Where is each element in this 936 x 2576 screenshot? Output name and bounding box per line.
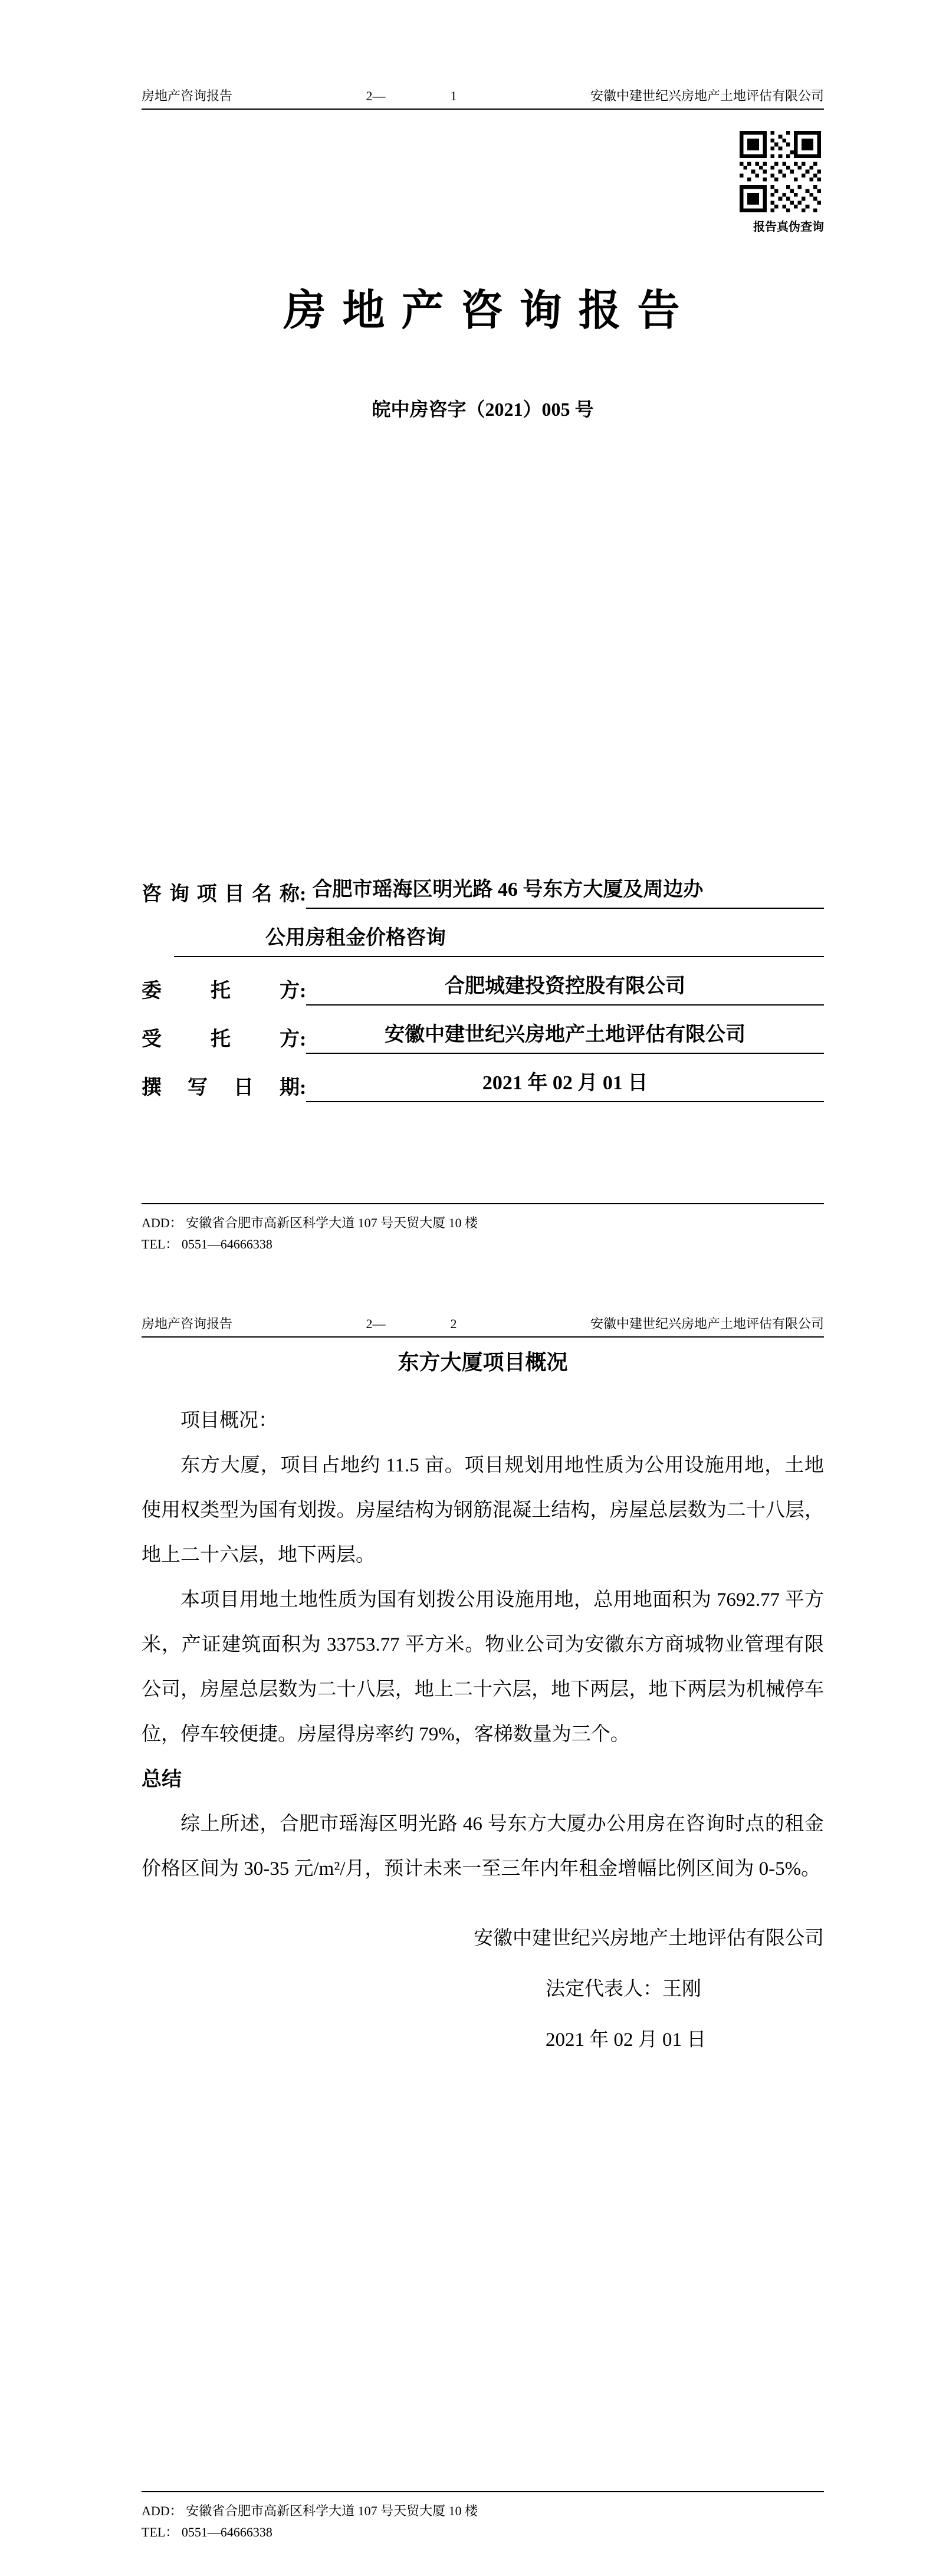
client-value: 合肥城建投资控股有限公司 xyxy=(306,972,824,1006)
footer-address: ADD： 安徽省合肥市高新区科学大道 107 号天贸大厦 10 楼 xyxy=(142,1215,478,1230)
header-page-prefix: 2— xyxy=(366,88,386,103)
project-name-label: 咨询项目名称: xyxy=(142,883,307,906)
date-value: 2021 年 02 月 01 日 xyxy=(306,1069,824,1102)
header-doc-title: 房地产咨询报告 xyxy=(142,1316,233,1331)
page-header xyxy=(142,88,824,110)
project-name-value: 合肥市瑶海区明光路 46 号东方大厦及周边办 xyxy=(306,876,824,909)
page-2 xyxy=(0,1288,936,2576)
cover-form xyxy=(142,876,824,1102)
header-page-prefix: 2— xyxy=(366,1316,386,1331)
header-page-number xyxy=(366,1316,457,1332)
paragraph-intro: 项目概况： xyxy=(180,1410,278,1432)
header-page-no: 2 xyxy=(450,1316,457,1331)
summary-title: 总结 xyxy=(142,1768,182,1791)
header-page-number xyxy=(366,88,457,104)
date-row xyxy=(142,1069,824,1102)
body-text xyxy=(142,1398,824,1891)
label-colon: : xyxy=(300,1077,307,1099)
qr-code xyxy=(737,131,824,212)
date-label: 撰 写 日 期: xyxy=(142,1077,307,1099)
header-company-name: 安徽中建世纪兴房地产土地评估有限公司 xyxy=(590,1316,824,1331)
report-title: 房 地 产 咨 询 报 告 xyxy=(283,287,682,335)
page-footer xyxy=(142,2491,824,2543)
footer-tel: TEL： 0551—64666338 xyxy=(142,2525,272,2539)
qr-block xyxy=(735,131,824,234)
page-header xyxy=(142,1316,824,1338)
section-title: 东方大厦项目概况 xyxy=(398,1350,568,1375)
header-page-no: 1 xyxy=(450,88,457,103)
label-colon: : xyxy=(300,883,307,906)
paragraph-3: 综上所述，合肥市瑶海区明光路 46 号东方大厦办公用房在咨询时点的租金价格区间为 30-35 元/m²/月，预计未来一至三年内年租金增幅比例区间为 0-5%。 xyxy=(142,1813,824,1880)
paragraph-1: 东方大厦，项目占地约 11.5 亩。项目规划用地性质为公用设施用地，土地使用权类型为国有划拨。房屋结构为钢筋混凝土结构，房屋总层数为二十八层，地上二十六层，地下两层。 xyxy=(142,1455,824,1566)
paragraph-2: 本项目用地土地性质为国有划拨公用设施用地，总用地面积为 7692.77 平方米，产证建筑面积为 33753.77 平方米。物业公司为安徽东方商城物业管理有限公司，房屋总层数为二十八层，地上二十六层，地下两层，地下两层为机械停车位，停车较便捷。房屋得房率约 79%，客梯数量为三个。 xyxy=(142,1589,824,1746)
client-row xyxy=(142,972,824,1006)
page-footer xyxy=(142,1203,824,1255)
project-name-row xyxy=(142,876,824,909)
signature-block xyxy=(142,1924,824,2054)
project-name-value-line2: 公用房租金价格咨询 xyxy=(174,924,824,957)
doc-number: 皖中房咨字（2021）005 号 xyxy=(372,399,594,420)
label-colon: : xyxy=(300,1029,307,1051)
consultant-value: 安徽中建世纪兴房地产土地评估有限公司 xyxy=(306,1021,824,1054)
header-doc-title: 房地产咨询报告 xyxy=(142,88,233,103)
header-company-name: 安徽中建世纪兴房地产土地评估有限公司 xyxy=(590,88,824,103)
footer-tel: TEL： 0551—64666338 xyxy=(142,1237,272,1251)
client-label: 委 托 方: xyxy=(142,980,307,1003)
signature-company: 安徽中建世纪兴房地产土地评估有限公司 xyxy=(474,1928,824,1950)
consultant-row xyxy=(142,1021,824,1054)
signature-date: 2021 年 02 月 01 日 xyxy=(546,2029,707,2051)
signature-representative: 法定代表人：王刚 xyxy=(546,1979,701,2000)
footer-address: ADD： 安徽省合肥市高新区科学大道 107 号天贸大厦 10 楼 xyxy=(142,2503,478,2518)
consultant-label: 受 托 方: xyxy=(142,1029,307,1051)
label-colon: : xyxy=(300,980,307,1003)
qr-caption: 报告真伪查询 xyxy=(753,221,824,234)
